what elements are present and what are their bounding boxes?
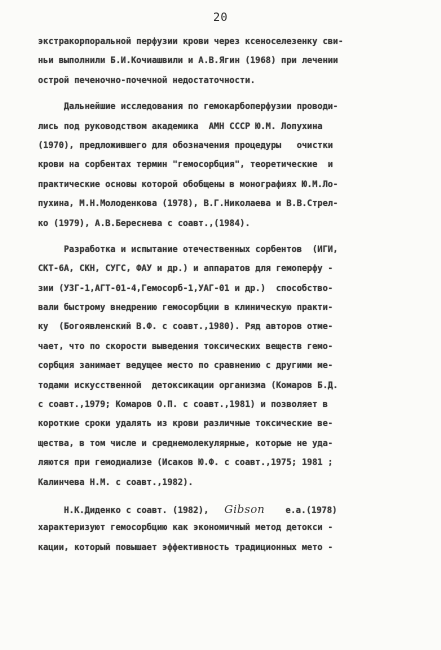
text-line: ку (Богоявленский В.Ф. с соавт.,1980). Ряд авторов отме- — [38, 322, 333, 333]
text-line: чает, что по скорости выведения токсических веществ гемо- — [38, 341, 333, 352]
text-line: пухина, М.Н.Молоденкова (1978), В.Г.Николаева и В.В.Стрел- — [38, 199, 339, 210]
paragraph — [38, 241, 410, 493]
text-line: ляются при гемодиализе (Исаков Ю.Ф. с соавт.,1975; 1981 ; — [38, 458, 333, 469]
text-line: характеризуют гемосорбцию как экономичный метод детокси - — [38, 523, 333, 534]
text-line: экстракорпоральной перфузии крови через ксеноселезенку сви- — [38, 37, 344, 47]
paragraph — [38, 98, 410, 234]
text-line: Калинчева Н.М. с соавт.,1982). — [38, 477, 194, 488]
paragraph — [38, 500, 410, 558]
text-line: щества, в том числе и среднемолекулярные, которые не уда- — [38, 438, 333, 449]
text-line — [38, 500, 410, 519]
text-line: тодами искусственной детоксикации организма (Комаров Б.Д. — [38, 380, 339, 391]
page-number: 20 — [213, 10, 228, 24]
text-line: ко (1979), А.В.Береснева с соавт.,(1984). — [38, 218, 251, 229]
text-line: практические основы которой обобщены в монографиях Ю.М.Ло- — [38, 179, 339, 190]
text-line: сорбция занимает ведущее место по сравнению с другими ме- — [38, 361, 333, 372]
text-line: кации, который повышает эффективность традиционных мето - — [38, 542, 333, 553]
text-line: Дальнейшие исследования по гемокарбоперфузии проводи- — [38, 102, 339, 113]
text-fragment: Н.К.Диденко с соавт. (1982), — [38, 505, 225, 516]
text-line: крови на сорбентах термин "гемосорбция", теоретические и — [38, 160, 333, 171]
text-fragment: e.a.(1978) — [264, 505, 338, 516]
body-text — [38, 33, 410, 558]
text-line: короткие сроки удалять из крови различные токсические ве- — [38, 419, 333, 430]
text-line: ньи выполнили Б.И.Кочиашвили и А.В.Ягин (1968) при лечении — [38, 56, 339, 67]
text-line: лись под руководством академика АМН СССР Ю.М. Лопухина — [38, 121, 323, 132]
paragraph — [38, 33, 410, 91]
text-line: острой печеночно-почечной недостаточности. — [38, 75, 256, 86]
text-line: СКТ-6А, СКН, СУГС, ФАУ и др.) и аппаратов для гемоперфу - — [38, 264, 333, 275]
text-line: (1970), предложившего для обозначения процедуры очистки — [38, 140, 333, 151]
text-line: с соавт.,1979; Комаров О.П. с соавт.,1981) и позволяет в — [38, 400, 328, 411]
text-line: Разработка и испытание отечественных сорбентов (ИГИ, — [38, 244, 339, 255]
text-line: зии (УЗГ-1,АГТ-01-4,Гемосорб-1,УАГ-01 и др.) способство- — [38, 283, 333, 294]
handwritten-name: Gibson — [224, 502, 265, 516]
text-line: вали быстрому внедрению гемосорбции в клиническую практи- — [38, 303, 333, 314]
